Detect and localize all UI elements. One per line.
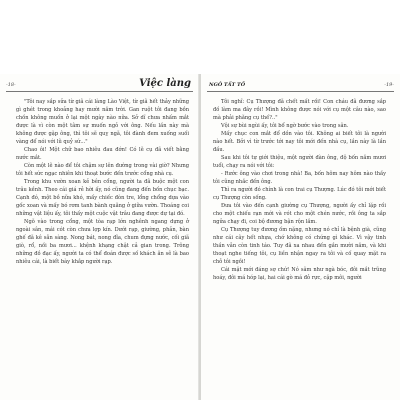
left-page [0,74,199,400]
right-paragraph: Vội sự bùi ngùi ấy, tôi bổ ngờ bước vào trong sân. [221,123,349,129]
right-page-number: -19- [384,82,394,88]
left-page-body [16,98,189,266]
right-paragraph: Tôi nghĩ: Cụ Thượng đã chết mất rồi! Con cháu đã đương sắp đồ làm ma đây rồi! Mình không được nói với cụ một câu nào, sao mà phải phăng cụ thế?.." [213,99,386,121]
left-paragraph: Còn một lẽ nào để tôi chậm sự lên đường trong vài giờ? Nhưng tôi hết sức ngạc nhiên khi thoạt bước đến trước cổng nhà cụ. [16,163,189,177]
right-page-header-title: NGÔ TẤT TỐ [209,82,246,88]
left-paragraph: "Tôi nay sắp sửa từ giã cái làng Lào Việt, từ giã hết thảy những gì ghét trong khoảng hay mười năm trời. Gan ruột tôi đang bồn chồn không muốn ở lại một ngày nào nữa. Sở dĩ chưa nhấm mắt được là vì còn một tâm sự muốn ngỏ với ông. Nếu lần này mà không được gặp ông, thì tôi sẽ quỵ ngã, tôi đành đem xuống suối vàng để nói với lũ quỷ sứ..." [16,99,189,145]
right-header-rule [207,91,394,92]
left-paragraph: Ngõ vào trong cổng, một tòa rạp lớn nghênh ngang dựng ở ngoài sân, mái cót còn chưa lợp kín. Dưới rạp, giường, phản, bàn ghế đã kê sẵn sàng. Nong bát, nong đĩa, chum đựng nước, cối giã giò, rổ, nồi ba mươi... khệnh khạng chật cả gian trong. Trông những đồ đạc ấy, người ta có thể đoán được số khách ăn sẽ là bao nhiêu cái, là biết bày khắp người rạp. [16,219,189,265]
right-paragraph: Mấy chục con mắt đổ dồn vào tôi. Không ai biết tôi là người nào hết. Bởi vì từ trước tới nay tôi mới đến nhà cụ, lần này là lần đầu. [213,131,386,153]
right-paragraph: Đưa tôi vào đến cạnh giường cụ Thượng, người ấy chỉ lặp rồi cho một chiếu rạn mới và rót cho một chén nước, rồi ông ta sắp ngửa chạy đi, coi bộ đương bận rộn lắm. [213,203,386,225]
left-paragraph: Chao ôi! Một chữ bao nhiêu đau đớn! Có lẽ cụ đã viết bằng nước mắt. [16,147,189,161]
left-header-rule [6,91,193,92]
right-paragraph: Cái mặt mới đáng sợ chứ! Nó sâm như ngà bóc, đôi mắt trũng hoáy, đôi má hóp lại, hai cái gò má đỏ rực, cặp môi, người [213,267,386,281]
right-page-body [213,98,386,282]
right-page [201,74,400,400]
right-paragraph: Cụ Thượng tuy đương ốm nặng, nhưng nó chỉ là bệnh già, cũng như cái cây hết nhựa, chớ không có chứng gì khác. Vì vậy tinh thần vẫn còn tinh táo. Tuy đã xa nhau đến gần mười năm, và khi thoạt nghe tiếng tôi, cụ liền nhận ngay ra tôi và cố quay mặt ra chỗ tôi ngồi! [213,227,386,265]
left-page-header-title: Việc làng [139,78,191,89]
right-paragraph: - Rước ông vào chơi trong nhà! Ba, bốn hôm nay hôm nào thầy tôi cũng nhắc đến ông. [213,171,386,185]
right-paragraph: Thì ra người đó chính là con trai cụ Thượng. Lúc đó tôi mới biết cụ Thượng còn sống. [213,187,386,201]
left-paragraph: Trong khu vườn xoan kẻ bên cổng, người ta đã buộc một con trâu kềnh. Theo cái giá rẻ hời ấy, nó cũng đang đến bốn chục bạc. Cạnh đó, một bồ nữa khó, mấy chiếc đòn tre, lổng chổng dựa vào gốc xoan và mấy bó rơm tanh bành quăng ở giữa vườn. Thoáng coi những vật liệu ấy, tôi thấy một cuộc vật trâu đang được dự tại đó. [16,179,189,217]
right-paragraph: Sau khi tôi tự giới thiệu, một người đàn ông, độ bốn năm mươi tuổi, chạy ra nói với tôi: [213,155,386,169]
left-page-number: -18- [6,82,16,88]
